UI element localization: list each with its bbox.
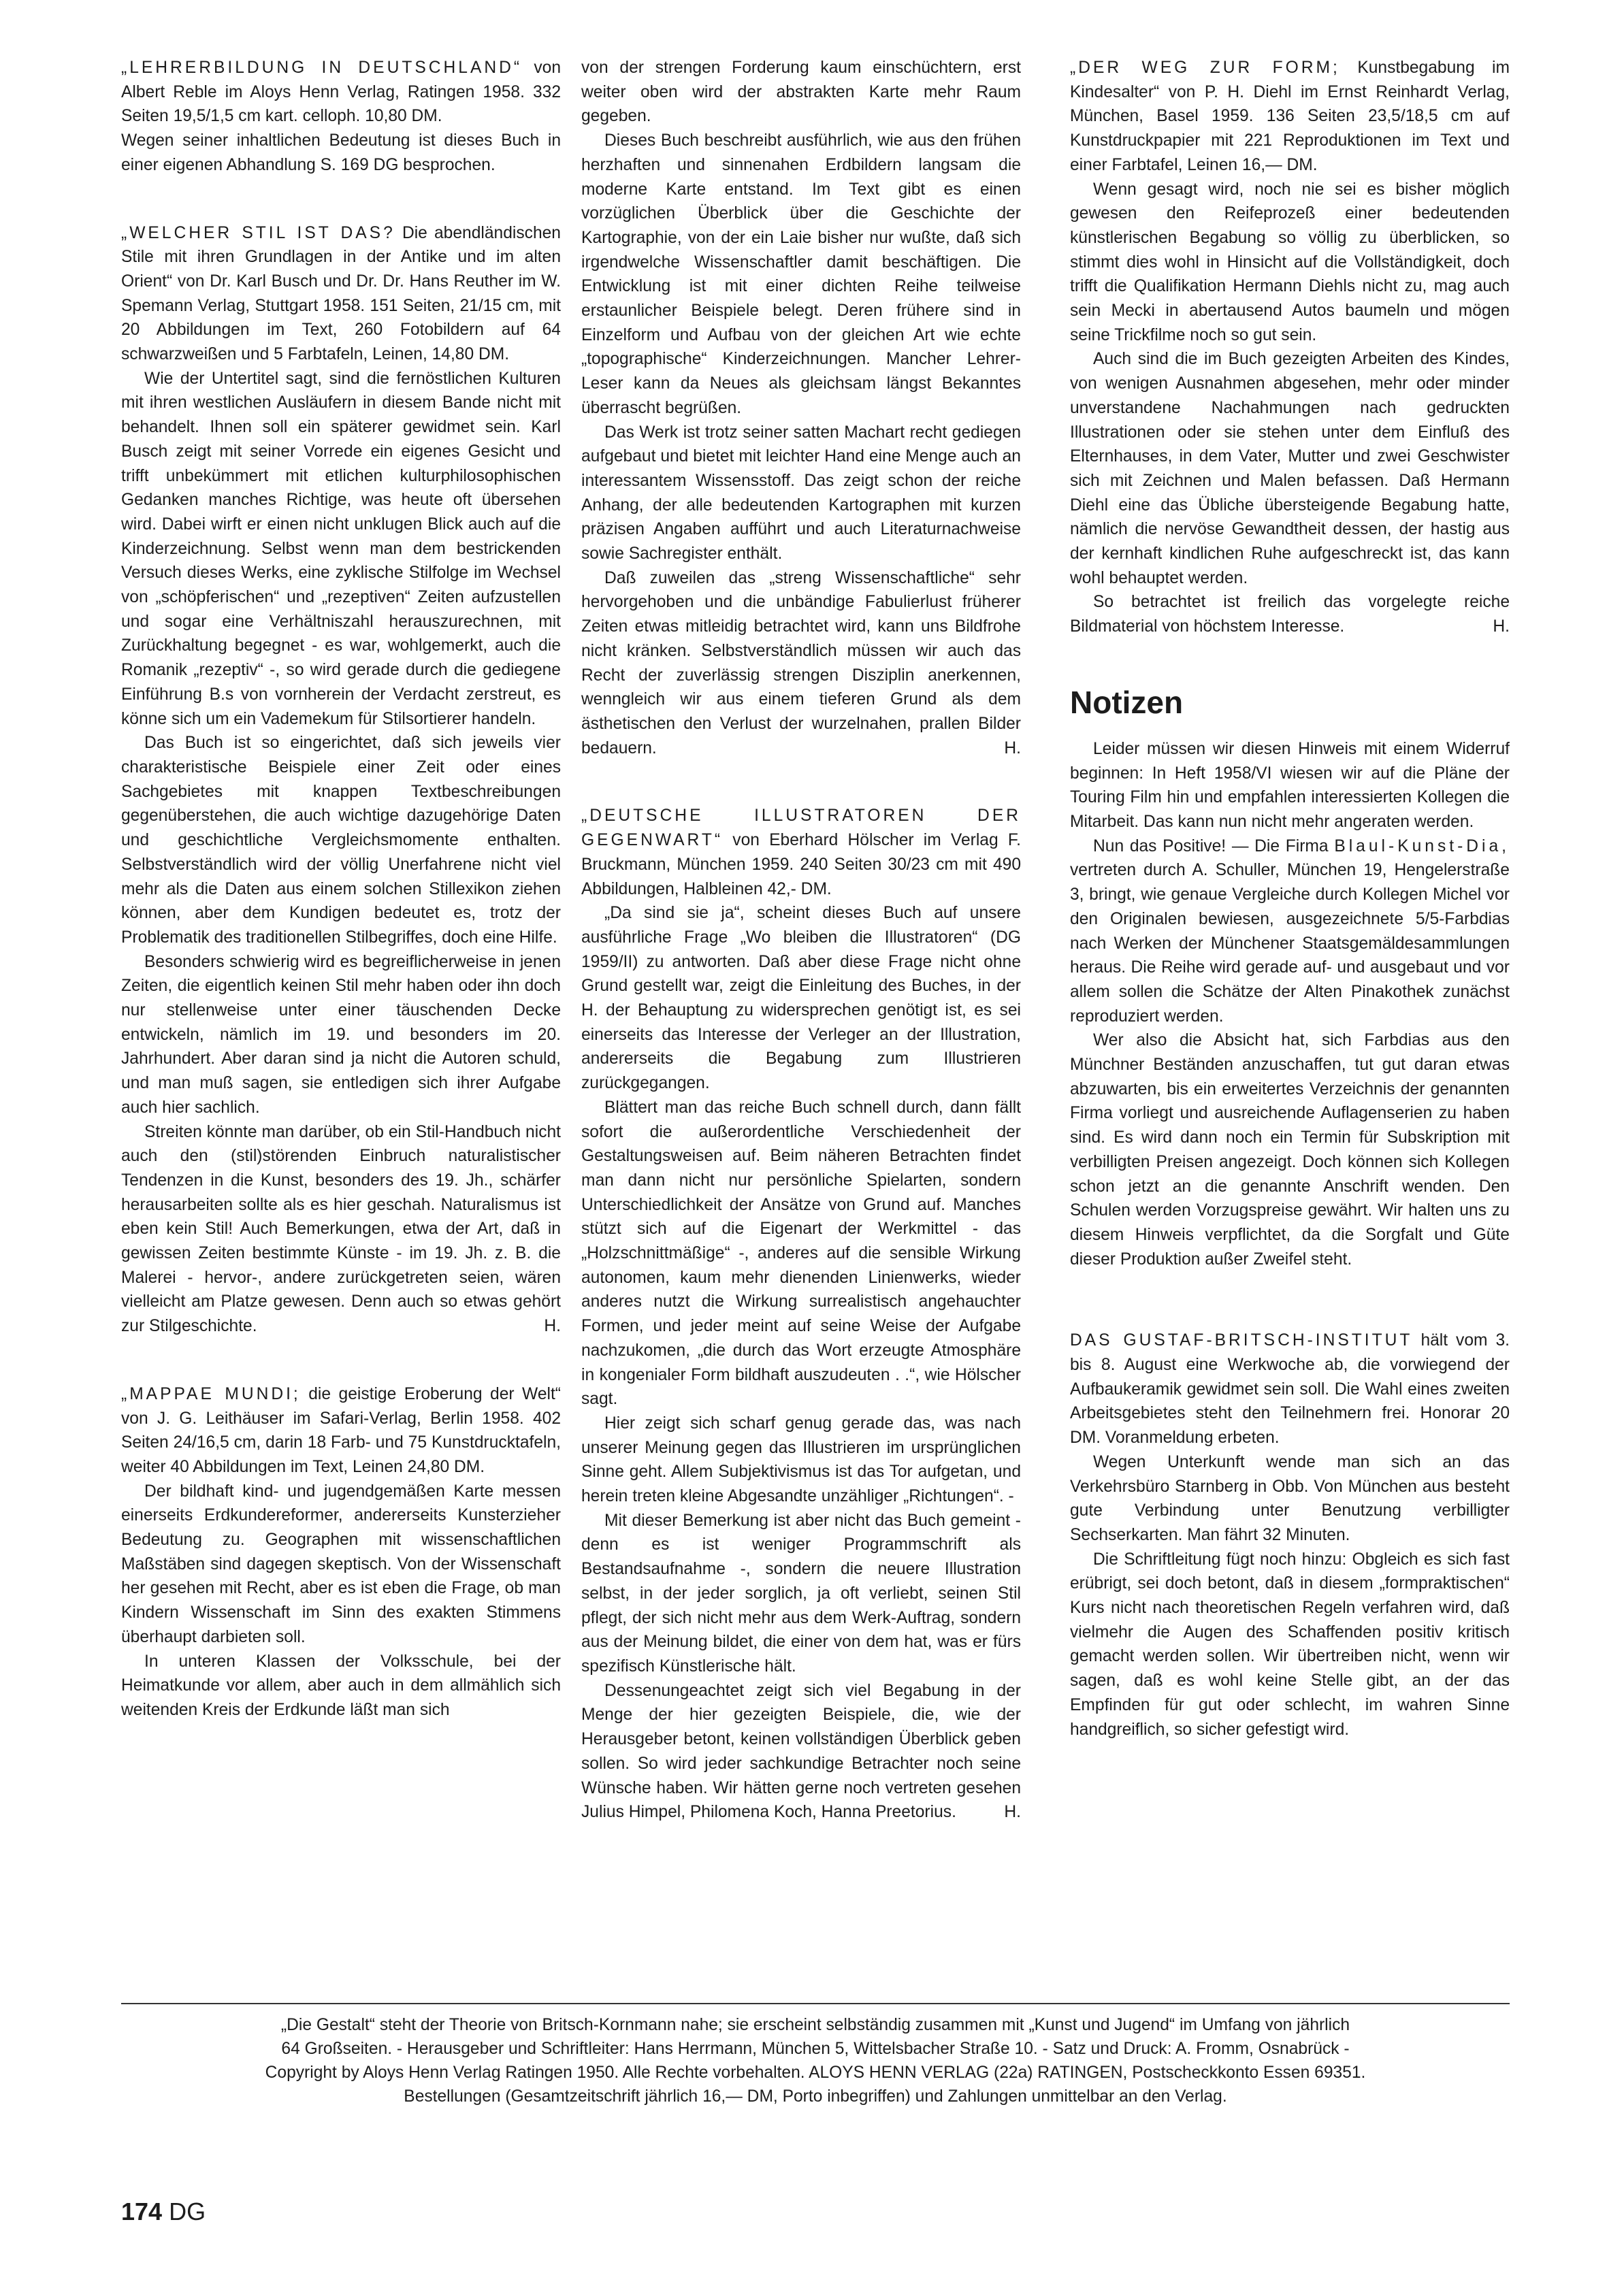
column-left xyxy=(121,56,561,1766)
review-paragraph: Das Werk ist trotz seiner satten Machart recht gediegen aufgebaut und bietet mit leichter Hand eine Menge auch an interessantem Wissensstoff. Das zeigt schon der reiche Anhang, der alle bedeutenden Kartographen mit kurzen präzisen Angaben aufführt und auch Literaturnachweise sowie Sachregister enthält. xyxy=(581,423,1021,564)
review-paragraph xyxy=(581,566,1021,761)
notice-britsch-institut xyxy=(1070,1328,1510,1742)
imprint-line: Copyright by Aloys Henn Verlag Ratingen 1950. Alle Rechte vorbehalten. ALOYS HENN VERLAG (22a) RATINGEN, Postscheckkonto Essen 69351. xyxy=(265,2063,1366,2082)
review-title: „DEUTSCHE ILLUSTRATOREN DER GEGENWART“ xyxy=(581,806,1021,850)
notice-text: Nun das Positive! — Die Firma xyxy=(1093,836,1329,855)
imprint-line: 64 Großseiten. - Herausgeber und Schriftleiter: Hans Herrmann, München 5, Wittelsbacher Straße 10. - Satz und Druck: A. Fromm, Osnabrück - xyxy=(281,2040,1350,2058)
notice-touring-film xyxy=(1070,737,1510,1271)
notice-paragraph: Wegen Unterkunft wende man sich an das Verkehrsbüro Starnberg in Obb. Von München aus besteht gute Verbindung unter Benutzung verbilligter Sechserkarten. Man fährt 32 Minuten. xyxy=(1070,1452,1510,1544)
imprint-line: „Die Gestalt“ steht der Theorie von Britsch-Kornmann nahe; sie erscheint selbständig zusammen mit „Kunst und Jugend“ im Umfang von jährlich xyxy=(280,2016,1350,2034)
notice-title: DAS GUSTAF-BRITSCH-INSTITUT xyxy=(1070,1331,1413,1350)
page-number xyxy=(121,2197,206,2227)
review-paragraph: Hier zeigt sich scharf genug gerade das, was nach unserer Meinung gegen das Illustrieren im ursprünglichen Sinne geht. Allem Subjektivismus ist das Tor aufgetan, und herein treten kleine Abgesandte unzähliger „Richtungen“. - xyxy=(581,1414,1021,1506)
review-paragraph: Auch sind die im Buch gezeigten Arbeiten des Kindes, von wenigen Ausnahmen abgesehen, mehr oder minder unverstandene Nachahmungen nach gedruckten Illustrationen oder sie stehen unter dem Einfluß des Elternhauses, in dem Vater, Mutter und zwei Geschwister sich mit Zeichnen und Malen befassen. Daß Hermann Diehl eine das Übliche übersteigende Begabung hatte, nämlich die nervöse Gewandtheit dessen, der hastig aus der kernhaft kindlichen Ruhe aufgeschreckt ist, das kann wohl behauptet werden. xyxy=(1070,350,1510,587)
footer-divider xyxy=(121,2003,1510,2004)
review-bibliography: Die abendländischen Stile mit ihren Grundlagen in der Antike und im alten Orient“ von Dr. Karl Busch und Dr. Dr. Hans Reuther im W. Spemann Verlag, Stuttgart 1958. 151 Seiten, 21/15 cm, mit 20 Abbildungen im Text, 260 Fotobildern auf 64 schwarzweißen und 5 Farbtafeln, Leinen, 14,80 DM. xyxy=(121,223,561,364)
column-right xyxy=(1070,56,1510,1769)
review-bibliography: die geistige Eroberung der Welt“ von J. G. Leithäuser im Safari-Verlag, Berlin 1958. 402 Seiten 24/16,5 cm, darin 18 Farb- und 75 Kunstdrucktafeln, weiter 40 Abbildungen im Text, Leinen 24,80 DM. xyxy=(121,1384,561,1476)
review-paragraph: Dieses Buch beschreibt ausführlich, wie aus den frühen herzhaften und sinnenahen Erdbildern langsam die moderne Karte entstand. Im Text gibt es einen vorzüglichen Überblick über die Geschichte der Kartographie, von der ein Laie bisher nur wußte, daß sich irgendwelche Wissenschaftler damit beschäftigen. Die Entwicklung ist mit einer dichten Reihe teilweise erstaunlicher Beispiele belegt. Deren frühere sind in Einzelform und Aufbau von der gleichen Art wie echte „topographische“ Kinderzeichnungen. Mancher Lehrer-Leser kann da Neues als gleichsam längst Bekanntes überrascht begrüßen. xyxy=(581,131,1021,417)
notice-paragraph: Die Schriftleitung fügt noch hinzu: Obgleich es sich fast erübrigt, sei doch betont, daß in diesem „formpraktischen“ Kurs nicht nach theoretischen Regeln verfahren wird, daß vielmehr die Augen des Schaffenden positiv kritisch gemacht werden sollen. Wir übertreiben nicht, wenn wir sagen, daß es wohl keine Stelle gibt, an der das Empfinden für gut oder schlecht, im wahren Sinne handgreiflich, so sicher gefestigt wird. xyxy=(1070,1550,1510,1739)
imprint-line: Bestellungen (Gesamtzeitschrift jährlich 16,— DM, Porto inbegriffen) und Zahlungen unmittelbar an den Verlag. xyxy=(404,2087,1227,2106)
review-signature: H. xyxy=(1004,738,1021,757)
review-header xyxy=(1070,56,1510,178)
review-header xyxy=(121,1382,561,1480)
review-bibliography: Kunstbegabung im Kindesalter“ von P. H. Diehl im Ernst Reinhardt Verlag, München, Basel 1959. 136 Seiten 23,5/18,5 cm auf Kunstdruckpapier mit 221 Reproduktionen im Text und einer Farbtafel, Leinen 16,— DM. xyxy=(1070,59,1510,174)
review-signature: H. xyxy=(544,1317,561,1336)
review-mappae-mundi xyxy=(121,1382,561,1723)
review-paragraph: Das Buch ist so eingerichtet, daß sich jeweils vier charakteristische Beispiele einer Zeit oder eines Sachgebietes mit knappen Textbeschreibungen gegenüberstehen, die auch wichtige dazugehörige Daten und geschichtliche Vergleichsmomente enthalten. Selbstverständlich wird der völlig Unerfahrene nicht viel mehr als die Daten aus einem solchen Stillexikon ziehen können, aber dem Kundigen bedeutet es, trotz der Problematik des traditionellen Stilbegriffes, doch eine Hilfe. xyxy=(121,734,561,947)
review-paragraph: Wenn gesagt wird, noch nie sei es bisher möglich gewesen den Reifeprozeß einer bedeutenden künstlerischen Begabung so völlig zu überblicken, so stimmt dies wohl in Hinsicht auf die Vollständigkeit, doch trifft die Qualifikation Hermann Diehls nicht zu, mag auch sein Mecki in abertausend Autos baumeln und mögen seine Trickfilme noch so gut sein. xyxy=(1070,180,1510,344)
review-title: „WELCHER STIL IST DAS? xyxy=(121,223,395,242)
review-welcher-stil xyxy=(121,221,561,1339)
notice-paragraph: Wer also die Absicht hat, sich Farbdias aus den Münchner Beständen anzuschaffen, tut gut daran etwas abzuwarten, bis ein erweitertes Verzeichnis der genannten Firma vorliegt und ausreichende Auflagenserien zu haben sind. Es wird dann noch ein Termin für Subskription mit verbilligten Preisen angezeigt. Doch können sich Kollegen schon jetzt an die genannte Anschrift wenden. Den Schulen werden Vorzugspreise gewährt. Wir halten uns zu diesem Hinweis verpflichtet, da die Sorgfalt und Güte dieser Produktion außer Zweifel steht. xyxy=(1070,1031,1510,1269)
review-bibliography: von Albert Reble im Aloys Henn Verlag, Ratingen 1958. 332 Seiten 19,5/1,5 cm kart. celloph. 10,80 DM. xyxy=(121,59,561,126)
review-title: „MAPPAE MUNDI; xyxy=(121,1384,301,1403)
review-title: „DER WEG ZUR FORM; xyxy=(1070,59,1340,77)
imprint-footer xyxy=(133,2013,1497,2108)
review-paragraph: „Da sind sie ja“, scheint dieses Buch auf unsere ausführliche Frage „Wo bleiben die Illustratoren“ (DG 1959/II) zu antworten. Daß aber diese Frage nicht ohne Grund gestellt war, zeigt die Einleitung des Buches, in der H. der Behauptung zu widersprechen genötigt ist, es sei einerseits das Interesse der Verleger an der Illustration, andererseits die Begabung zum Illustrieren zurückgegangen. xyxy=(581,904,1021,1093)
review-deutsche-illustratoren xyxy=(581,804,1021,1825)
review-paragraph: Wie der Untertitel sagt, sind die fernöstlichen Kulturen mit ihren westlichen Ausläufern in diesem Bande nicht mit behandelt. Ihnen soll ein späterer gewidmet sein. Karl Busch zeigt mit seiner Vorrede ein eigenes Gesicht und trifft unbekümmert mit etlichen kulturphilosophischen Gedanken manches Richtige, was heute oft übersehen wird. Dabei wirft er einen nicht unklugen Blick auch auf die Kinderzeichnung. Selbst wenn man dem bestrickenden Versuch dieses Werks, eine zyklische Stilfolge im Wechsel von „schöpferischen“ und „rezeptiven“ Zeiten aufzustellen und sogar eine Verhältniszahl herauszurechnen, mit Zurückhaltung begegnet - es war, wohlgemerkt, auch die Romanik „rezeptiv“ -, so wird gerade durch die gediegene Einführung B.s von vornherein der Verdacht zerstreut, es könne sich um ein Vademekum für Stilsortierer handeln. xyxy=(121,369,561,728)
notice-paragraph: Leider müssen wir diesen Hinweis mit einem Widerruf beginnen: In Heft 1958/VI wiesen wir auf die Pläne der Touring Film hin und empfahlen interessierten Kollegen die Mitarbeit. Das kann nun nicht mehr angeraten werden. xyxy=(1070,739,1510,831)
notice-text: hält vom 3. bis 8. August eine Werkwoche ab, die vorwiegend der Aufbaukeramik gewidmet sein soll. Die Wahl eines zweiten Arbeitsgebietes steht den Teilnehmern frei. Honorar 20 DM. Voranmeldung erbeten. xyxy=(1070,1331,1510,1448)
notizen-section xyxy=(1070,683,1510,1742)
review-paragraph: In unteren Klassen der Volksschule, bei der Heimatkunde vor allem, aber auch in dem allmählich sich weitenden Kreis der Erdkunde läßt man sich xyxy=(121,1652,561,1719)
review-title: „LEHRERBILDUNG IN DEUTSCHLAND“ xyxy=(121,59,523,77)
review-paragraph-text: Dessenungeachtet zeigt sich viel Begabung in der Menge der hier gezeigten Beispiele, die, wie der Herausgeber betont, keinen vollständigen Überblick geben sollen. So wird jeder sachkundige Betrachter noch seine Wünsche haben. Wir hätten gerne noch vertreten gesehen Julius Himpel, Philomena Koch, Hanna Preetorius. xyxy=(581,1681,1021,1822)
review-paragraph: Mit dieser Bemerkung ist aber nicht das Buch gemeint - denn es ist weniger Programmschrift als Bestandsaufnahme -, sondern die neuere Illustration selbst, in der jeder sorglich, ja oft verliebt, seinen Stil pflegt, der sich nicht mehr aus dem Werk-Auftrag, sondern aus der Meinung bildet, die einer von dem hat, was er fürs spezifisch Künstlerische hält. xyxy=(581,1511,1021,1676)
review-header xyxy=(121,56,561,129)
review-paragraph-text: So betrachtet ist freilich das vorgelegte reiche Bildmaterial von höchstem Interesse. xyxy=(1070,593,1510,636)
review-signature: H. xyxy=(1493,617,1510,636)
firm-name: Blaul-Kunst-Dia, xyxy=(1334,836,1510,855)
section-heading-notizen: Notizen xyxy=(1070,684,1184,720)
review-bibliography: von Eberhard Hölscher im Verlag F. Bruckmann, München 1959. 240 Seiten 30/23 cm mit 490 Abbildungen, Halbleinen 42,- DM. xyxy=(581,831,1021,898)
review-paragraph: Wegen seiner inhaltlichen Bedeutung ist dieses Buch in einer eigenen Abhandlung S. 169 DG besprochen. xyxy=(121,131,561,174)
notice-paragraph xyxy=(1070,834,1510,1029)
review-signature: H. xyxy=(1004,1803,1021,1822)
review-paragraph-text: Streiten könnte man darüber, ob ein Stil-Handbuch nicht auch den (stil)störenden Einbruch naturalistischer Tendenzen in die Kunst, besonders des 19. Jh., schärfer herausarbeiten sollte als es hier geschah. Naturalismus ist eben kein Stil! Auch Bemerkungen, etwa der Art, daß in gewissen Zeiten bestimmte Künste - im 19. Jh. z. B. die Malerei - hervor-, andere zurückgetreten seien, wären vielleicht am Platze gewesen. Denn auch so etwas gehört zur Stilgeschichte. xyxy=(121,1122,561,1336)
review-header xyxy=(121,221,561,367)
review-paragraph xyxy=(1070,590,1510,638)
review-paragraph: Blättert man das reiche Buch schnell durch, dann fällt sofort die außerordentliche Verschiedenheit der Gestaltungsweisen auf. Beim näheren Betrachten findet man dann nicht nur persönliche Spielarten, sondern Unterschiedlichkeit der Ansätze von Grund auf. Manches stützt sich auf die Eigenart der Werkmittel - das „Holzschnittmäßige“ -, anderes auf die sensible Wirkung autonomen, kaum mehr dienenden Linienwerks, wieder anderes nutzt die Wirkung surrealistisch angehauchter Formen, und jeder meint auf seine Weise der Aufgabe nachzukomen, „die durch das Wort erzeugte Atmosphäre in kongenialer Form bildhaft auszudeuten . .“, wie Hölscher sagt. xyxy=(581,1098,1021,1409)
review-paragraph: Besonders schwierig wird es begreiflicherweise in jenen Zeiten, die eigentlich keinen Stil mehr haben oder ihn doch nur stellenweise unter einer täuschenden Decke entwickeln, nämlich im 19. und besonders im 20. Jahrhundert. Aber daran sind ja nicht die Autoren schuld, und man muß sagen, sie entledigen sich ihrer Aufgabe auch hier sachlich. xyxy=(121,952,561,1117)
column-middle xyxy=(581,56,1021,1868)
journal-abbreviation: DG xyxy=(169,2198,206,2225)
review-paragraph: Der bildhaft kind- und jugendgemäßen Karte messen einerseits Erdkundereformer, andererseits Kunsterzieher Bedeutung zu. Geographen mit wissenschaftlichen Maßstäben sind dagegen skeptisch. Von der Wissenschaft her gesehen mit Recht, aber es ist eben die Frage, ob man Kindern Wissenschaft im Sinn des exakten Stimmens überhaupt darbieten soll. xyxy=(121,1482,561,1646)
review-mappae-mundi-continued xyxy=(581,56,1021,760)
review-paragraph xyxy=(121,1120,561,1339)
review-header xyxy=(581,804,1021,901)
notice-text: vertreten durch A. Schuller, München 19, Hengelerstraße 3, bringt, wie genaue Vergleiche durch Kollegen Michel vor den Originalen bewiesen, ausgezeichnete 5/5-Farbdias nach Werken der Münchener Staatsgemäldesammlungen heraus. Die Reihe wird gerade auf- und ausgebaut und vor allem sollen die Schätze der Alten Pinakothek zunächst reproduziert werden. xyxy=(1070,861,1510,1026)
review-weg-zur-form xyxy=(1070,56,1510,639)
page-number-value: 174 xyxy=(121,2198,163,2225)
notice-header xyxy=(1070,1328,1510,1450)
review-paragraph xyxy=(581,1679,1021,1825)
review-lehrerbildung xyxy=(121,56,561,178)
review-paragraph-text: Daß zuweilen das „streng Wissenschaftliche“ sehr hervorgehoben und die unbändige Fabulierlust früherer Zeiten etwas mitleidig betrachtet wird, kann uns Bildfrohe nicht kränken. Selbstverständlich müssen wir auch das Recht der zuverlässig strengen Disziplin anerkennen, wenngleich wir aus einem tieferen Grund als dem ästhetischen den Verlust der wurzelnahen, prallen Bilder bedauern. xyxy=(581,568,1021,757)
review-paragraph: von der strengen Forderung kaum einschüchtern, erst weiter oben wird der abstrakten Karte mehr Raum gegeben. xyxy=(581,59,1021,126)
